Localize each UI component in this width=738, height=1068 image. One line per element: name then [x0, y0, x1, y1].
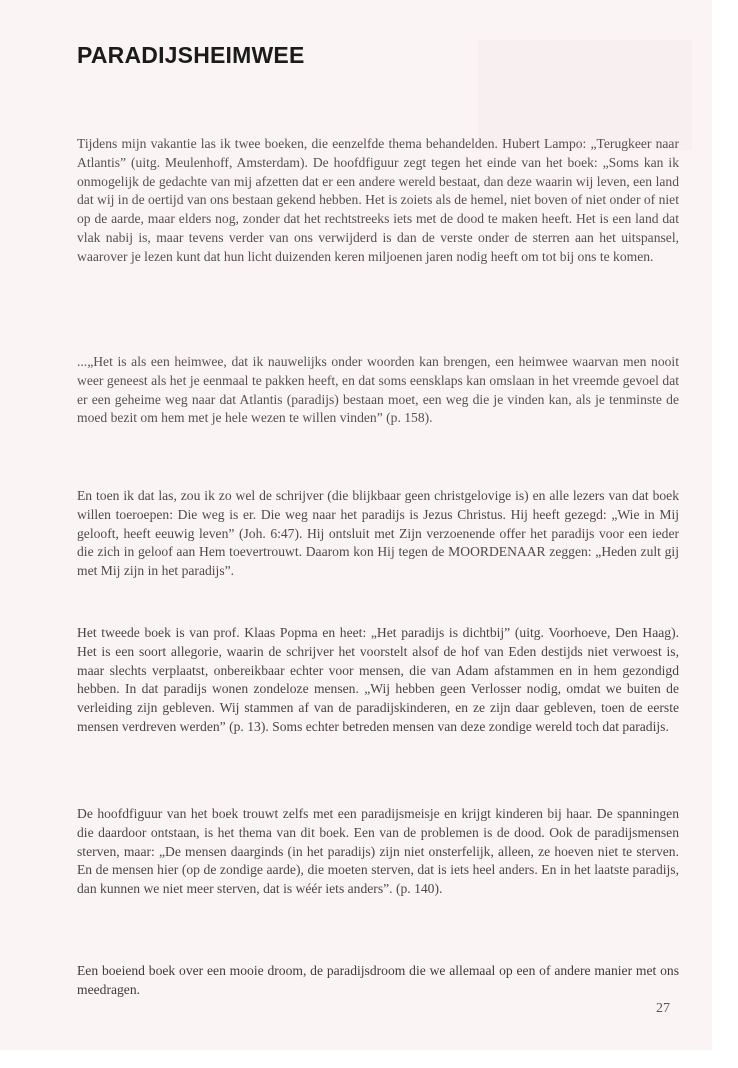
paragraph: En toen ik dat las, zou ik zo wel de schrijver (die blijkbaar geen christgelovige is) en alle lezers van dat boek willen toeroepen: Die weg is er. Die weg naar het paradijs is Jezus Christus. Hij heeft gezegd: „Wie in Mij gelooft, heeft eeuwig leven” (Joh. 6:47). Hij ontsluit met Zijn verzoenende offer het paradijs voor een ieder die zich in geloof aan Hem toevertrouwt. Daarom kon Hij tegen de MOORDENAAR zeggen: „Heden zult gij met Mij zijn in het paradijs”.	[77, 488, 679, 579]
article-title: PARADIJSHEIMWEE	[77, 42, 305, 68]
page-number: 27	[656, 1001, 670, 1016]
paragraph: Het tweede boek is van prof. Klaas Popma en heet: „Het paradijs is dichtbij” (uitg. Voorhoeve, Den Haag). Het is een soort allegorie, waarin de schrijver het voorstelt alsof de hof van Eden destijds niet verwoest is, maar slechts verplaatst, onbereikbaar echter voor mensen, die van Adam afstammen en in hem gezondigd hebben. In dat paradijs wonen zondeloze mensen. „Wij hebben geen Verlosser nodig, omdat we buiten de verleiding zijn gebleven. Wij stammen af van de paradijskinderen, en ze zijn daar gebleven, toen de eerste mensen verdreven werden” (p. 13). Soms echter betreden mensen van deze zondige wereld toch dat paradijs.	[77, 625, 679, 734]
paragraph: Tijdens mijn vakantie las ik twee boeken, die eenzelfde thema behandelden. Hubert Lampo: „Terugkeer naar Atlantis” (uitg. Meulenhoff, Amsterdam). De hoofdfiguur zegt tegen het einde van het boek: „Soms kan ik onmogelijk de gedachte van mij afzetten dat er een andere wereld bestaat, dan deze waarin wij leven, een land dat wij in de oertijd van ons bestaan gekend hebben. Het is zoiets als de hemel, niet boven of niet onder of niet op de aarde, maar elders nog, zonder dat het rechtstreeks iets met de dood te maken heeft. Het is een land dat vlak nabij is, maar tevens verder van ons verwijderd is dan de verste onder de sterren aan het uitspansel, waarover je lezen kunt dat hun licht duizenden keren miljoenen jaren nodig heeft om tot bij ons te komen.	[77, 136, 679, 264]
paragraph: Een boeiend boek over een mooie droom, de paradijsdroom die we allemaal op een of andere manier met ons meedragen.	[77, 963, 679, 997]
show-through-block	[478, 40, 692, 150]
paragraph: De hoofdfiguur van het boek trouwt zelfs met een paradijsmeisje en krijgt kinderen bij haar. De spanningen die daardoor ontstaan, is het thema van dit boek. Een van de problemen is de dood. Ook de paradijsmensen sterven, maar: „De mensen daarginds (in het paradijs) zijn niet onsterfelijk, alleen, ze hoeven niet te sterven. En de mensen hier (op de zondige aarde), die moeten sterven, dat is iets heel anders. En in het laatste paradijs, dan kunnen we niet meer sterven, dat is wéér iets anders”. (p. 140).	[77, 806, 679, 897]
paragraph: ...„Het is als een heimwee, dat ik nauwelijks onder woorden kan brengen, een heimwee waarvan men nooit weer geneest als het je eenmaal te pakken heeft, en dat soms eensklaps kan omslaan in het vreemde gevoel dat er een geheime weg naar dat Atlantis (paradijs) bestaan moet, een weg die je vinden kan, als je tenminste de moed bezit om hem met je hele wezen te willen vinden” (p. 158).	[77, 354, 679, 426]
page-margin	[712, 0, 738, 1068]
